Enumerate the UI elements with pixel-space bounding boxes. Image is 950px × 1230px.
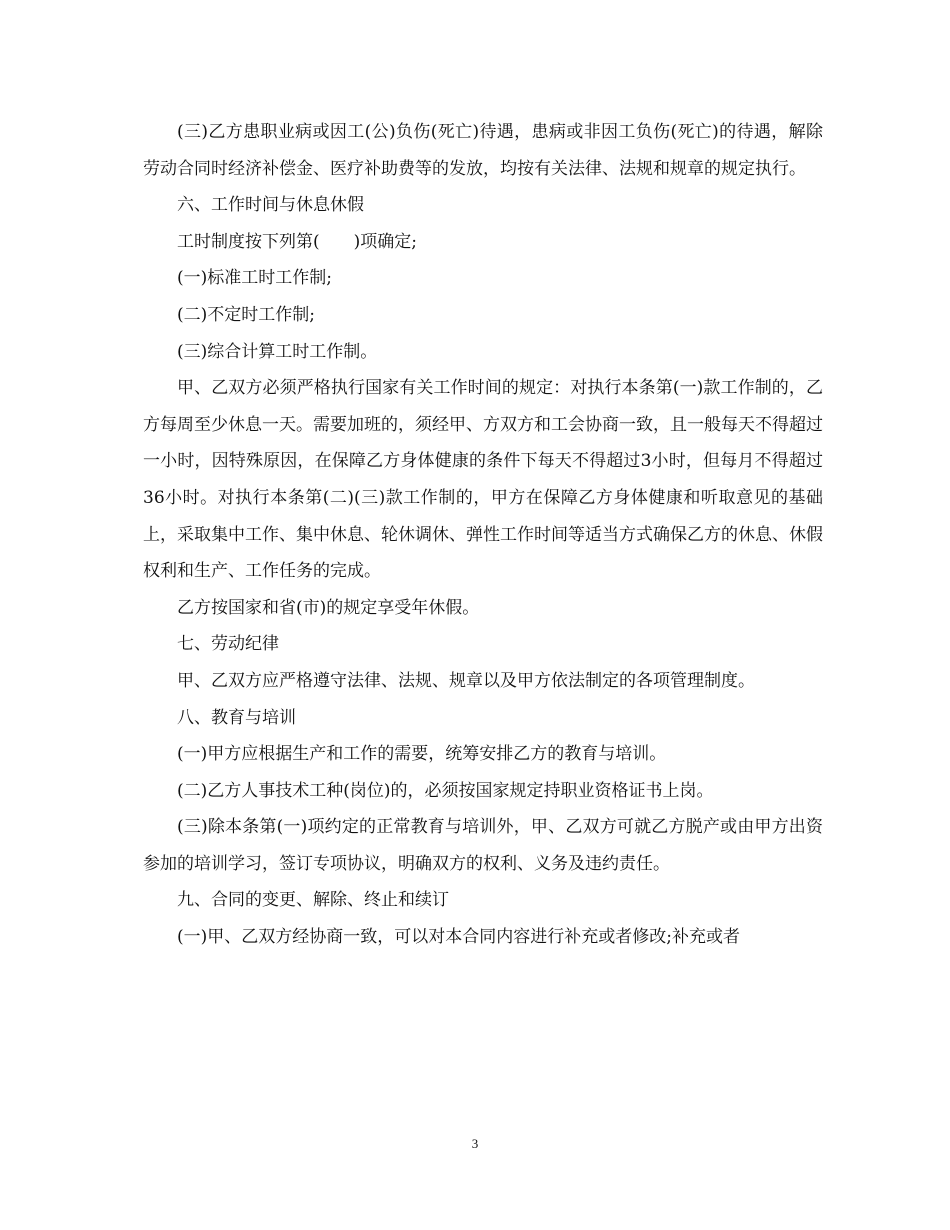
list-item: (二)不定时工作制; [177,304,315,325]
section-heading: 六、工作时间与休息休假 [177,195,364,216]
list-item: (一)甲方应根据生产和工作的需要，统筹安排乙方的教育与培训。 [177,744,667,765]
paragraph: 甲、乙双方应严格遵守法律、法规、规章以及甲方依法制定的各项管理制度。 [177,670,755,691]
paragraph: 甲、乙双方必须严格执行国家有关工作时间的规定：对执行本条第(一)款工作制的，乙方每周至少休息一天。需要加班的，须经甲、方双方和工会协商一致，且一般每天不得超过一小时，因特殊原因，在保障乙方身体健康的条件下每天不得超过3小时，但每月不得超过36小时。对执行本条第(二)(三)款工作制的，甲方在保障乙方身体健康和听取意见的基础上，采取集中工作、集中休息、轮休调休、弹性工作时间等适当方式确保乙方的休息、休假权利和生产、工作任务的完成。 [143,378,823,582]
list-item: (三)除本条第(一)项约定的正常教育与培训外，甲、乙双方可就乙方脱产或由甲方出资参加的培训学习，签订专项协议，明确双方的权利、义务及违约责任。 [143,817,823,874]
section-heading: 七、劳动纪律 [177,634,279,655]
page-number: 3 [471,1136,479,1151]
list-item: (三)综合计算工时工作制。 [177,341,378,362]
paragraph: (三)乙方患职业病或因工(公)负伤(死亡)待遇，患病或非因工负伤(死亡)的待遇，解除劳动合同时经济补偿金、医疗补助费等的发放，均按有关法律、法规和规章的规定执行。 [143,122,823,179]
section-heading: 九、合同的变更、解除、终止和续订 [177,890,449,911]
paragraph: 乙方按国家和省(市)的规定享受年休假。 [177,597,480,618]
list-item: (一)甲、乙双方经协商一致，可以对本合同内容进行补充或者修改;补充或者 [177,927,740,948]
document-body [143,114,823,956]
list-item: (一)标准工时工作制; [177,268,332,289]
list-item: (二)乙方人事技术工种(岗位)的，必须按国家规定持职业资格证书上岗。 [177,780,714,801]
section-heading: 八、教育与培训 [177,707,296,728]
paragraph: 工时制度按下列第( )项确定; [177,231,417,252]
